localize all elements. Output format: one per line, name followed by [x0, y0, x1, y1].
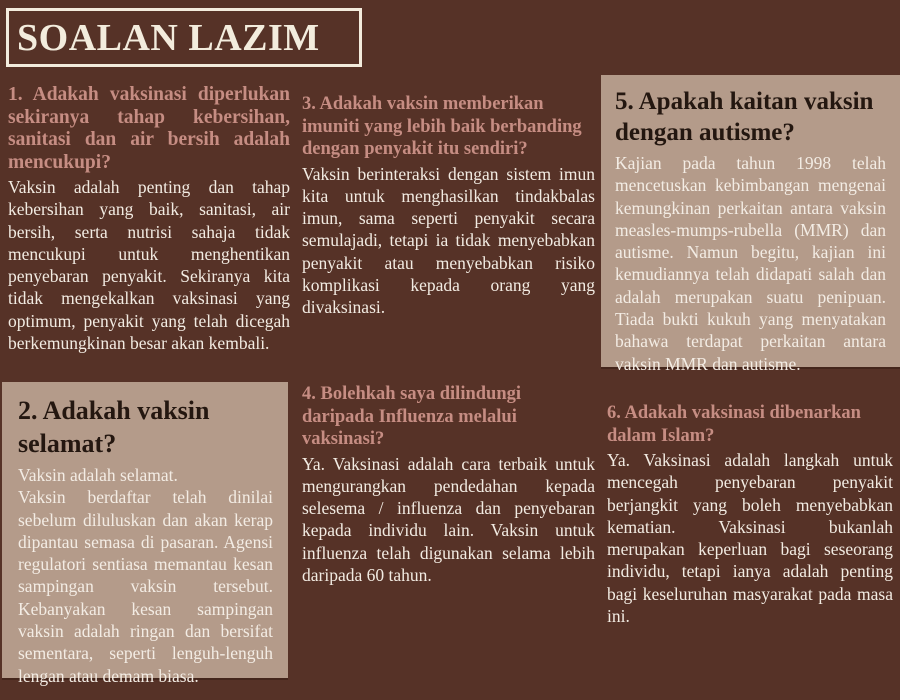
poster-title: SOALAN LAZIM [17, 16, 320, 59]
question-2-heading: 2. Adakah vaksin selamat? [18, 396, 210, 458]
question-3-body: Vaksin berinteraksi dengan sistem imun kita untuk menghasilkan tindakbalas imun, sama seperti penyakit secara semulajadi, tetapi ia tidak menyebabkan penyakit atau menyebabkan risiko komplikasi kepada orang yang divaksinasi. [302, 163, 595, 318]
question-4-heading: 4. Bolehkah saya dilindungi daripada Influenza melalui vaksinasi? [302, 384, 522, 449]
question-6-body: Ya. Vaksinasi adalah langkah untuk mencegah penyebaran penyakit berjangkit yang boleh menyebabkan kematian. Vaksinasi bukanlah merupakan keperluan bagi seseorang individu, tetapi ianya adalah penting bagi keseluruhan masyarakat pada masa ini. [607, 450, 893, 627]
question-5-heading: 5. Apakah kaitan vaksin dengan autisme? [615, 88, 874, 146]
faq-section-3 [302, 93, 595, 319]
question-2-body-line-1: Vaksin adalah selamat. [18, 465, 178, 485]
poster-title-box [6, 8, 362, 67]
faq-section-6 [607, 402, 893, 627]
faq-section-4 [302, 383, 595, 586]
question-4-body: Ya. Vaksinasi adalah cara terbaik untuk mengurangkan pendedahan kepada selesema / influenza dan penyebaran kepada individu lain. Vaksin untuk influenza telah digunakan selama lebih daripada 60 tahun. [302, 453, 595, 585]
question-1-heading: 1. Adakah vaksinasi diperlukan sekiranya tahap kebersihan, sanitasi dan air bersih adalah mencukupi? [8, 84, 290, 173]
question-2-body: Vaksin berdaftar telah dinilai sebelum diluluskan dan akan kerap dipantau semasa di pasaran. Agensi regulatori sentiasa memantau kesan sampingan vaksin tersebut. Kebanyakan kesan sampingan vaksin adalah ringan dan bersifat sementara, seperti lenguh-lenguh lengan atau demam biasa. [18, 487, 273, 686]
question-5-body: Kajian pada tahun 1998 telah mencetuskan kebimbangan mengenai kemungkinan perkaitan antara vaksin measles-mumps-rubella (MMR) dan autisme. Namun begitu, kajian ini kemudiannya telah didapati salah dan adalah merupakan suatu penipuan. Tiada bukti kukuh yang menyatakan bahawa terdapat perkaitan antara vaksin MMR dan autisme. [615, 153, 886, 374]
faq-section-2 [2, 382, 288, 686]
faq-section-1 [8, 84, 290, 354]
question-1-body: Vaksin adalah penting dan tahap kebersihan yang baik, sanitasi, air bersih, serta nutrisi sahaja tidak mencukupi untuk menghentikan penyebaran penyakit. Sekiranya kita tidak mengekalkan vaksinasi yang optimum, penyakit yang telah dicegah berkemungkinan besar akan kembali. [8, 177, 290, 354]
faq-section-5 [601, 75, 900, 374]
question-6-heading: 6. Adakah vaksinasi dibenarkan dalam Islam? [607, 403, 861, 446]
question-3-heading: 3. Adakah vaksin memberikan imuniti yang lebih baik berbanding dengan penyakit itu sendiri? [302, 94, 582, 159]
